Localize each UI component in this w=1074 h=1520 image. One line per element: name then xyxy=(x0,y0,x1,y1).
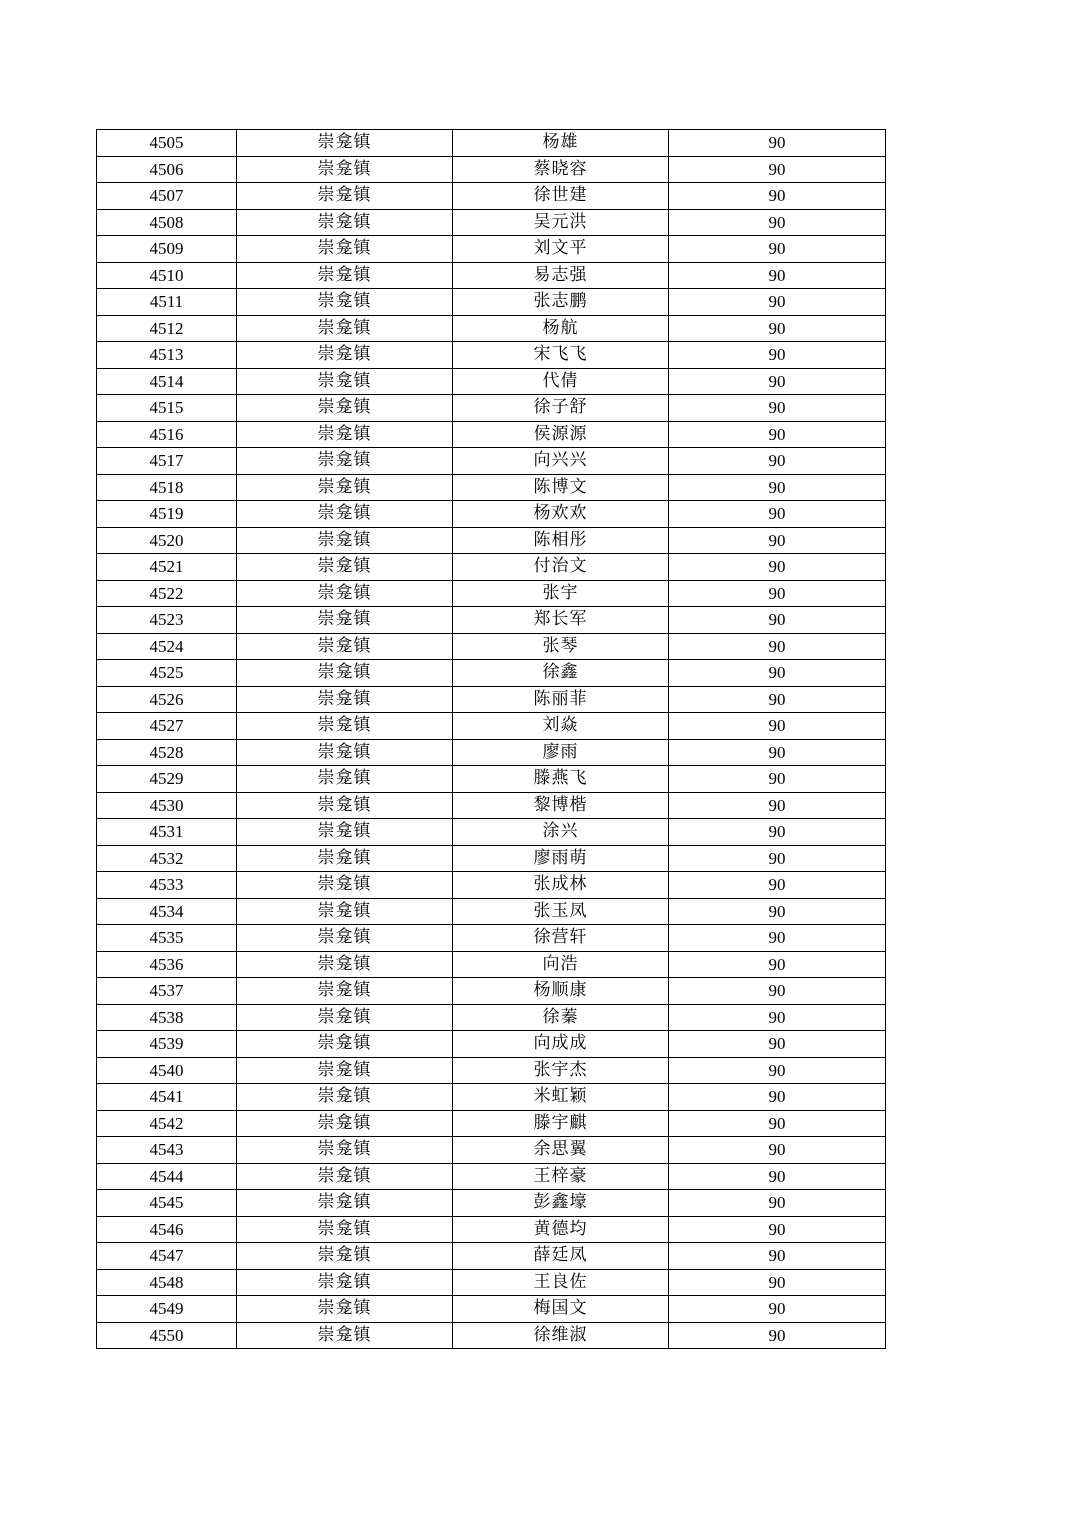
score-cell: 90 xyxy=(669,739,886,766)
table-row xyxy=(97,739,886,766)
name-cell: 滕宇麒 xyxy=(453,1110,669,1137)
table-row xyxy=(97,421,886,448)
town-cell: 崇龛镇 xyxy=(237,819,453,846)
name-cell: 黎博楷 xyxy=(453,792,669,819)
score-cell: 90 xyxy=(669,845,886,872)
table-row xyxy=(97,1137,886,1164)
score-cell: 90 xyxy=(669,1163,886,1190)
table-row xyxy=(97,1243,886,1270)
row-number-cell: 4507 xyxy=(97,183,237,210)
town-cell: 崇龛镇 xyxy=(237,262,453,289)
score-cell: 90 xyxy=(669,262,886,289)
town-cell: 崇龛镇 xyxy=(237,845,453,872)
row-number-cell: 4540 xyxy=(97,1057,237,1084)
score-cell: 90 xyxy=(669,898,886,925)
name-cell: 廖雨萌 xyxy=(453,845,669,872)
row-number-cell: 4514 xyxy=(97,368,237,395)
name-cell: 向浩 xyxy=(453,951,669,978)
score-cell: 90 xyxy=(669,474,886,501)
name-cell: 徐蓁 xyxy=(453,1004,669,1031)
row-number-cell: 4527 xyxy=(97,713,237,740)
score-cell: 90 xyxy=(669,951,886,978)
score-cell: 90 xyxy=(669,1084,886,1111)
name-cell: 杨顺康 xyxy=(453,978,669,1005)
table-row xyxy=(97,554,886,581)
roster-table xyxy=(96,129,886,1349)
score-cell: 90 xyxy=(669,1216,886,1243)
name-cell: 王良佐 xyxy=(453,1269,669,1296)
score-cell: 90 xyxy=(669,289,886,316)
table-row xyxy=(97,872,886,899)
table-row xyxy=(97,156,886,183)
row-number-cell: 4516 xyxy=(97,421,237,448)
name-cell: 宋飞飞 xyxy=(453,342,669,369)
score-cell: 90 xyxy=(669,1031,886,1058)
row-number-cell: 4548 xyxy=(97,1269,237,1296)
score-cell: 90 xyxy=(669,580,886,607)
town-cell: 崇龛镇 xyxy=(237,872,453,899)
row-number-cell: 4528 xyxy=(97,739,237,766)
name-cell: 王梓豪 xyxy=(453,1163,669,1190)
name-cell: 张宇 xyxy=(453,580,669,607)
row-number-cell: 4529 xyxy=(97,766,237,793)
table-row xyxy=(97,342,886,369)
table-row xyxy=(97,580,886,607)
table-row xyxy=(97,130,886,157)
row-number-cell: 4542 xyxy=(97,1110,237,1137)
table-row xyxy=(97,633,886,660)
table-row xyxy=(97,183,886,210)
town-cell: 崇龛镇 xyxy=(237,1137,453,1164)
name-cell: 侯源源 xyxy=(453,421,669,448)
score-cell: 90 xyxy=(669,978,886,1005)
score-cell: 90 xyxy=(669,183,886,210)
town-cell: 崇龛镇 xyxy=(237,1031,453,1058)
name-cell: 梅国文 xyxy=(453,1296,669,1323)
table-row xyxy=(97,1322,886,1349)
table-row xyxy=(97,262,886,289)
score-cell: 90 xyxy=(669,872,886,899)
table-row xyxy=(97,1269,886,1296)
town-cell: 崇龛镇 xyxy=(237,554,453,581)
name-cell: 滕燕飞 xyxy=(453,766,669,793)
score-cell: 90 xyxy=(669,1137,886,1164)
town-cell: 崇龛镇 xyxy=(237,1057,453,1084)
score-cell: 90 xyxy=(669,315,886,342)
table-row xyxy=(97,209,886,236)
score-cell: 90 xyxy=(669,1269,886,1296)
score-cell: 90 xyxy=(669,156,886,183)
town-cell: 崇龛镇 xyxy=(237,1296,453,1323)
table-row xyxy=(97,315,886,342)
town-cell: 崇龛镇 xyxy=(237,951,453,978)
name-cell: 薛廷凤 xyxy=(453,1243,669,1270)
score-cell: 90 xyxy=(669,1110,886,1137)
town-cell: 崇龛镇 xyxy=(237,368,453,395)
name-cell: 张宇杰 xyxy=(453,1057,669,1084)
table-row xyxy=(97,1084,886,1111)
town-cell: 崇龛镇 xyxy=(237,1163,453,1190)
table-row xyxy=(97,607,886,634)
table-row xyxy=(97,819,886,846)
score-cell: 90 xyxy=(669,209,886,236)
score-cell: 90 xyxy=(669,1243,886,1270)
town-cell: 崇龛镇 xyxy=(237,1110,453,1137)
row-number-cell: 4531 xyxy=(97,819,237,846)
town-cell: 崇龛镇 xyxy=(237,766,453,793)
name-cell: 杨欢欢 xyxy=(453,501,669,528)
table-row xyxy=(97,368,886,395)
town-cell: 崇龛镇 xyxy=(237,1216,453,1243)
table-row xyxy=(97,1190,886,1217)
town-cell: 崇龛镇 xyxy=(237,739,453,766)
town-cell: 崇龛镇 xyxy=(237,713,453,740)
name-cell: 吴元洪 xyxy=(453,209,669,236)
row-number-cell: 4539 xyxy=(97,1031,237,1058)
row-number-cell: 4526 xyxy=(97,686,237,713)
row-number-cell: 4509 xyxy=(97,236,237,263)
town-cell: 崇龛镇 xyxy=(237,660,453,687)
row-number-cell: 4510 xyxy=(97,262,237,289)
town-cell: 崇龛镇 xyxy=(237,633,453,660)
table-row xyxy=(97,474,886,501)
score-cell: 90 xyxy=(669,236,886,263)
row-number-cell: 4515 xyxy=(97,395,237,422)
name-cell: 徐维淑 xyxy=(453,1322,669,1349)
table-row xyxy=(97,289,886,316)
name-cell: 向成成 xyxy=(453,1031,669,1058)
table-row xyxy=(97,1031,886,1058)
name-cell: 余思翼 xyxy=(453,1137,669,1164)
name-cell: 徐鑫 xyxy=(453,660,669,687)
town-cell: 崇龛镇 xyxy=(237,1243,453,1270)
score-cell: 90 xyxy=(669,633,886,660)
town-cell: 崇龛镇 xyxy=(237,527,453,554)
score-cell: 90 xyxy=(669,1190,886,1217)
name-cell: 陈丽菲 xyxy=(453,686,669,713)
row-number-cell: 4520 xyxy=(97,527,237,554)
town-cell: 崇龛镇 xyxy=(237,156,453,183)
score-cell: 90 xyxy=(669,395,886,422)
row-number-cell: 4533 xyxy=(97,872,237,899)
town-cell: 崇龛镇 xyxy=(237,289,453,316)
town-cell: 崇龛镇 xyxy=(237,1084,453,1111)
name-cell: 向兴兴 xyxy=(453,448,669,475)
town-cell: 崇龛镇 xyxy=(237,607,453,634)
row-number-cell: 4518 xyxy=(97,474,237,501)
name-cell: 彭鑫壕 xyxy=(453,1190,669,1217)
score-cell: 90 xyxy=(669,686,886,713)
table-row xyxy=(97,527,886,554)
row-number-cell: 4537 xyxy=(97,978,237,1005)
row-number-cell: 4532 xyxy=(97,845,237,872)
name-cell: 黄德均 xyxy=(453,1216,669,1243)
name-cell: 付治文 xyxy=(453,554,669,581)
name-cell: 涂兴 xyxy=(453,819,669,846)
town-cell: 崇龛镇 xyxy=(237,898,453,925)
table-row xyxy=(97,951,886,978)
town-cell: 崇龛镇 xyxy=(237,978,453,1005)
name-cell: 徐世建 xyxy=(453,183,669,210)
row-number-cell: 4535 xyxy=(97,925,237,952)
table-row xyxy=(97,713,886,740)
name-cell: 徐子舒 xyxy=(453,395,669,422)
row-number-cell: 4519 xyxy=(97,501,237,528)
score-cell: 90 xyxy=(669,554,886,581)
name-cell: 刘文平 xyxy=(453,236,669,263)
table-row xyxy=(97,501,886,528)
table-row xyxy=(97,236,886,263)
table-row xyxy=(97,766,886,793)
town-cell: 崇龛镇 xyxy=(237,1004,453,1031)
table-row xyxy=(97,898,886,925)
row-number-cell: 4530 xyxy=(97,792,237,819)
row-number-cell: 4505 xyxy=(97,130,237,157)
town-cell: 崇龛镇 xyxy=(237,501,453,528)
score-cell: 90 xyxy=(669,342,886,369)
score-cell: 90 xyxy=(669,792,886,819)
row-number-cell: 4517 xyxy=(97,448,237,475)
row-number-cell: 4521 xyxy=(97,554,237,581)
score-cell: 90 xyxy=(669,1057,886,1084)
town-cell: 崇龛镇 xyxy=(237,130,453,157)
score-cell: 90 xyxy=(669,925,886,952)
town-cell: 崇龛镇 xyxy=(237,421,453,448)
score-cell: 90 xyxy=(669,1004,886,1031)
table-row xyxy=(97,1004,886,1031)
table-row xyxy=(97,395,886,422)
name-cell: 米虹颖 xyxy=(453,1084,669,1111)
name-cell: 郑长军 xyxy=(453,607,669,634)
row-number-cell: 4508 xyxy=(97,209,237,236)
roster-table-body xyxy=(97,130,886,1349)
name-cell: 廖雨 xyxy=(453,739,669,766)
table-row xyxy=(97,845,886,872)
row-number-cell: 4550 xyxy=(97,1322,237,1349)
row-number-cell: 4549 xyxy=(97,1296,237,1323)
town-cell: 崇龛镇 xyxy=(237,236,453,263)
name-cell: 易志强 xyxy=(453,262,669,289)
table-row xyxy=(97,1216,886,1243)
row-number-cell: 4546 xyxy=(97,1216,237,1243)
name-cell: 蔡晓容 xyxy=(453,156,669,183)
name-cell: 徐营轩 xyxy=(453,925,669,952)
row-number-cell: 4513 xyxy=(97,342,237,369)
town-cell: 崇龛镇 xyxy=(237,342,453,369)
row-number-cell: 4544 xyxy=(97,1163,237,1190)
row-number-cell: 4545 xyxy=(97,1190,237,1217)
score-cell: 90 xyxy=(669,501,886,528)
row-number-cell: 4543 xyxy=(97,1137,237,1164)
table-row xyxy=(97,448,886,475)
table-row xyxy=(97,1057,886,1084)
row-number-cell: 4534 xyxy=(97,898,237,925)
score-cell: 90 xyxy=(669,819,886,846)
table-row xyxy=(97,686,886,713)
town-cell: 崇龛镇 xyxy=(237,448,453,475)
table-row xyxy=(97,660,886,687)
score-cell: 90 xyxy=(669,448,886,475)
town-cell: 崇龛镇 xyxy=(237,1322,453,1349)
row-number-cell: 4522 xyxy=(97,580,237,607)
row-number-cell: 4525 xyxy=(97,660,237,687)
table-row xyxy=(97,792,886,819)
row-number-cell: 4506 xyxy=(97,156,237,183)
table-row xyxy=(97,925,886,952)
row-number-cell: 4523 xyxy=(97,607,237,634)
name-cell: 张琴 xyxy=(453,633,669,660)
town-cell: 崇龛镇 xyxy=(237,792,453,819)
score-cell: 90 xyxy=(669,368,886,395)
table-row xyxy=(97,1163,886,1190)
town-cell: 崇龛镇 xyxy=(237,395,453,422)
table-row xyxy=(97,1296,886,1323)
town-cell: 崇龛镇 xyxy=(237,474,453,501)
row-number-cell: 4512 xyxy=(97,315,237,342)
score-cell: 90 xyxy=(669,766,886,793)
town-cell: 崇龛镇 xyxy=(237,925,453,952)
name-cell: 杨雄 xyxy=(453,130,669,157)
score-cell: 90 xyxy=(669,527,886,554)
town-cell: 崇龛镇 xyxy=(237,580,453,607)
name-cell: 张志鹏 xyxy=(453,289,669,316)
row-number-cell: 4524 xyxy=(97,633,237,660)
row-number-cell: 4547 xyxy=(97,1243,237,1270)
name-cell: 张成林 xyxy=(453,872,669,899)
name-cell: 代倩 xyxy=(453,368,669,395)
name-cell: 陈博文 xyxy=(453,474,669,501)
score-cell: 90 xyxy=(669,1322,886,1349)
town-cell: 崇龛镇 xyxy=(237,209,453,236)
town-cell: 崇龛镇 xyxy=(237,1269,453,1296)
town-cell: 崇龛镇 xyxy=(237,315,453,342)
table-row xyxy=(97,1110,886,1137)
row-number-cell: 4511 xyxy=(97,289,237,316)
score-cell: 90 xyxy=(669,660,886,687)
score-cell: 90 xyxy=(669,713,886,740)
town-cell: 崇龛镇 xyxy=(237,686,453,713)
town-cell: 崇龛镇 xyxy=(237,183,453,210)
score-cell: 90 xyxy=(669,607,886,634)
row-number-cell: 4538 xyxy=(97,1004,237,1031)
name-cell: 陈相彤 xyxy=(453,527,669,554)
row-number-cell: 4541 xyxy=(97,1084,237,1111)
score-cell: 90 xyxy=(669,421,886,448)
score-cell: 90 xyxy=(669,130,886,157)
town-cell: 崇龛镇 xyxy=(237,1190,453,1217)
row-number-cell: 4536 xyxy=(97,951,237,978)
name-cell: 刘焱 xyxy=(453,713,669,740)
table-row xyxy=(97,978,886,1005)
name-cell: 杨航 xyxy=(453,315,669,342)
name-cell: 张玉凤 xyxy=(453,898,669,925)
score-cell: 90 xyxy=(669,1296,886,1323)
